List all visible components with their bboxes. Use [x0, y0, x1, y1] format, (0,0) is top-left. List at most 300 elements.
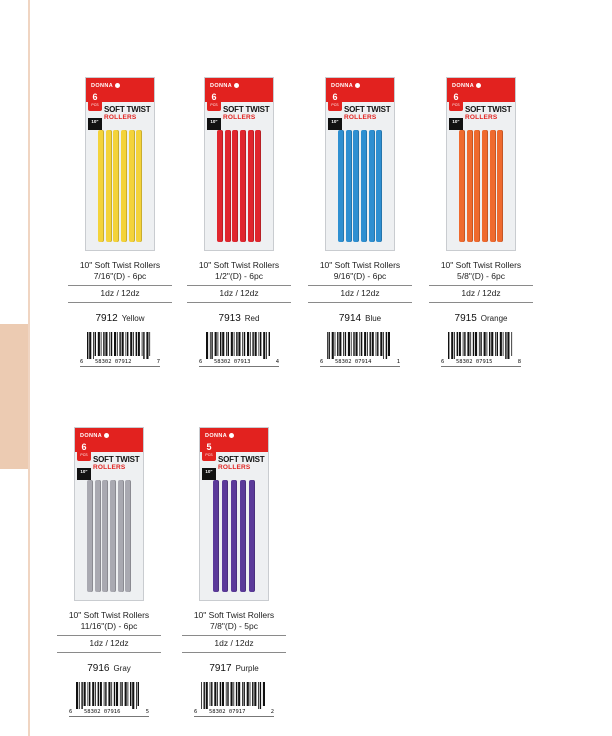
- color-name: Orange: [480, 314, 508, 323]
- product-card[interactable]: [429, 77, 533, 367]
- count-badge-number: 5: [206, 442, 212, 452]
- sku-line: [57, 658, 161, 676]
- barcode-bar: [356, 332, 358, 356]
- sku-number: 7915: [454, 313, 477, 324]
- barcode-bar: [130, 682, 131, 706]
- roller-rod: [121, 130, 127, 242]
- logo-dot: [355, 83, 360, 88]
- barcode-bar: [218, 332, 219, 356]
- barcode-bar: [266, 332, 267, 359]
- divider: [187, 285, 291, 286]
- barcode-bar: [217, 682, 218, 706]
- count-badge-number: 6: [92, 92, 98, 102]
- barcode-bar: [269, 332, 270, 356]
- barcode-bar: [503, 332, 504, 356]
- size-badge-text: 10": [452, 119, 460, 124]
- barcode-bar: [377, 332, 378, 356]
- barcode-bar: [505, 332, 506, 359]
- logo-dot: [476, 83, 481, 88]
- barcode-bar: [126, 332, 127, 356]
- divider: [68, 302, 172, 303]
- color-name: Yellow: [121, 314, 145, 323]
- barcode-bar: [454, 332, 455, 359]
- barcode-bar: [226, 332, 227, 356]
- pack-quantity: 1dz / 12dz: [340, 288, 380, 298]
- size-badge: [207, 118, 221, 130]
- barcode-bar: [495, 332, 496, 356]
- barcode-bars: [76, 682, 142, 709]
- barcode-bar: [125, 682, 127, 706]
- roller-rod: [87, 480, 93, 592]
- barcode-bar: [222, 332, 224, 356]
- barcode-bar: [222, 682, 224, 706]
- barcode-bar: [88, 682, 89, 706]
- barcode-bar: [79, 682, 80, 709]
- product-card[interactable]: [187, 77, 291, 367]
- product-package-image: [446, 77, 516, 251]
- roller-rods: [211, 480, 257, 592]
- package-subtitle: ROLLERS: [344, 114, 377, 121]
- pack-quantity: 1dz / 12dz: [89, 638, 129, 648]
- barcode-bar: [386, 332, 387, 359]
- product-name-line1: 10" Soft Twist Rollers: [198, 260, 280, 270]
- product-name-line1: 10" Soft Twist Rollers: [79, 260, 161, 270]
- roller-rod: [249, 480, 255, 592]
- barcode-first-digit: 6: [320, 359, 324, 365]
- size-badge-text: 10": [205, 469, 213, 474]
- barcode-bar: [149, 332, 150, 356]
- package-subtitle: ROLLERS: [218, 464, 251, 471]
- barcode-bar: [473, 332, 474, 356]
- barcode-bar: [234, 332, 235, 356]
- barcode-bar: [220, 682, 221, 706]
- divider: [187, 302, 291, 303]
- product-name-line2: 1/2"(D) - 6pc: [215, 271, 263, 281]
- size-badge-text: 10": [91, 119, 99, 124]
- barcode-bar: [339, 332, 341, 356]
- barcode-bar: [136, 682, 137, 709]
- barcode-last-digit: 4: [275, 359, 279, 365]
- brand-logo: DONNA: [205, 433, 228, 439]
- brand-logo: DONNA: [210, 83, 233, 89]
- barcode-last-digit: 7: [156, 359, 160, 365]
- barcode-digits: 58302 07917: [209, 709, 246, 715]
- size-badge-text: 10": [210, 119, 218, 124]
- roller-rod: [232, 130, 238, 242]
- barcode: [320, 332, 400, 365]
- barcode-bar: [210, 682, 211, 706]
- product-name-line2: 5/8"(D) - 6pc: [457, 271, 505, 281]
- barcode-first-digit: 6: [199, 359, 203, 365]
- roller-rod: [213, 480, 219, 592]
- barcode-bar: [351, 332, 352, 356]
- package-title: SOFT TWIST: [465, 105, 512, 114]
- barcode-bar: [146, 332, 148, 359]
- divider: [182, 635, 286, 636]
- brand-logo: DONNA: [331, 83, 354, 89]
- brand-logo: DONNA: [452, 83, 475, 89]
- barcode-bar: [335, 332, 336, 356]
- sku-number: 7914: [338, 313, 362, 324]
- sku-number: 7912: [95, 313, 118, 324]
- barcode-bar: [227, 682, 228, 706]
- barcode-bar: [105, 682, 106, 706]
- barcode-bar: [238, 332, 240, 356]
- barcode-bar: [76, 682, 78, 709]
- barcode-bar: [448, 332, 449, 359]
- barcode-first-digit: 6: [441, 359, 445, 365]
- sku-line: [68, 308, 172, 326]
- barcode-last-digit: 5: [145, 709, 149, 715]
- barcode-bar: [484, 332, 486, 356]
- roller-rod: [95, 480, 101, 592]
- barcode-bar: [497, 332, 498, 356]
- barcode-underline: [69, 716, 149, 717]
- barcode-bars: [448, 332, 514, 359]
- barcode-bar: [260, 682, 261, 709]
- barcode-bar: [260, 332, 261, 356]
- barcode-bar: [353, 332, 354, 356]
- barcode-bar: [372, 332, 374, 356]
- barcode-bar: [500, 332, 502, 356]
- divider: [57, 635, 161, 636]
- barcode-bars: [201, 682, 267, 709]
- roller-rods: [216, 130, 262, 242]
- barcode: [441, 332, 521, 365]
- roller-rods: [337, 130, 383, 242]
- barcode-bar: [108, 682, 110, 706]
- barcode-bar: [247, 332, 249, 356]
- barcode: [194, 682, 274, 715]
- barcode-first-digit: 6: [194, 709, 198, 715]
- roller-rod: [240, 480, 246, 592]
- barcode-bar: [92, 682, 94, 706]
- page-edge-tab: [0, 324, 28, 469]
- roller-rod: [482, 130, 488, 242]
- divider: [308, 285, 412, 286]
- product-name-line2: 9/16"(D) - 6pc: [333, 271, 387, 281]
- barcode-bar: [364, 332, 366, 356]
- size-badge: [88, 118, 102, 130]
- barcode-bar: [103, 332, 104, 356]
- barcode-bar: [142, 332, 143, 356]
- barcode-bar: [263, 682, 265, 706]
- barcode-bar: [117, 332, 118, 356]
- roller-rods: [97, 130, 143, 242]
- package-subtitle: ROLLERS: [104, 114, 137, 121]
- logo-dot: [115, 83, 120, 88]
- package-title: SOFT TWIST: [223, 105, 270, 114]
- barcode-last-digit: 8: [517, 359, 521, 365]
- product-name-line1: 10" Soft Twist Rollers: [319, 260, 401, 270]
- barcode-bar: [111, 332, 112, 356]
- barcode-bar: [98, 332, 100, 356]
- barcode-bar: [348, 332, 350, 356]
- barcode-bar: [233, 682, 234, 706]
- barcode-bar: [138, 682, 139, 706]
- barcode-bar: [133, 332, 134, 356]
- count-badge: [328, 91, 342, 111]
- barcode-bar: [491, 332, 493, 356]
- roller-rod: [106, 130, 112, 242]
- roller-rod: [217, 130, 223, 242]
- roller-rod: [255, 130, 261, 242]
- color-name: Blue: [365, 314, 382, 323]
- barcode-bar: [89, 682, 90, 706]
- package-title: SOFT TWIST: [344, 105, 391, 114]
- barcode-bar: [359, 332, 360, 356]
- roller-rod: [98, 130, 104, 242]
- product-name-line2: 11/16"(D) - 6pc: [80, 621, 138, 631]
- pack-quantity: 1dz / 12dz: [214, 638, 254, 648]
- barcode-bar: [201, 682, 202, 709]
- count-badge: [207, 91, 221, 111]
- barcode-bar: [376, 332, 377, 356]
- product-card[interactable]: [68, 77, 172, 367]
- barcode-bar: [250, 332, 251, 356]
- barcode-bar: [100, 682, 102, 706]
- roller-rod: [376, 130, 382, 242]
- barcode-bar: [370, 332, 371, 356]
- divider: [182, 652, 286, 653]
- color-name: Gray: [113, 664, 131, 673]
- barcode-digits: 58302 07915: [456, 359, 493, 365]
- barcode-bar: [457, 332, 458, 356]
- color-name: Purple: [235, 664, 259, 673]
- barcode-bar: [361, 332, 362, 356]
- barcode-bar: [95, 332, 96, 356]
- barcode-bar: [258, 682, 259, 709]
- logo-dot: [229, 433, 234, 438]
- barcode-bar: [111, 682, 112, 706]
- barcode-bar: [242, 332, 243, 356]
- product-package-image: [199, 427, 269, 601]
- barcode-bar: [127, 332, 128, 356]
- barcode-bar: [130, 332, 132, 356]
- barcode-bar: [252, 682, 253, 706]
- barcode-bar: [105, 332, 107, 356]
- barcode-bar: [242, 682, 243, 706]
- package-title: SOFT TWIST: [218, 455, 265, 464]
- barcode-last-digit: 2: [270, 709, 274, 715]
- barcode-bar: [467, 332, 469, 356]
- barcode-bar: [487, 332, 488, 356]
- roller-rods: [86, 480, 132, 592]
- size-badge: [328, 118, 342, 130]
- roller-rod: [125, 480, 131, 592]
- size-badge: [77, 468, 91, 480]
- roller-rod: [225, 130, 231, 242]
- barcode-bar: [132, 682, 134, 709]
- barcode-bar: [104, 682, 105, 706]
- product-card[interactable]: [182, 427, 286, 717]
- barcode-bar: [109, 332, 110, 356]
- barcode: [69, 682, 149, 715]
- roller-rod: [248, 130, 254, 242]
- barcode-bar: [247, 682, 249, 706]
- count-badge-number: 6: [81, 442, 87, 452]
- barcode-bar: [138, 332, 140, 356]
- pack-quantity: 1dz / 12dz: [461, 288, 501, 298]
- sku-line: [182, 658, 286, 676]
- count-badge: [202, 441, 216, 461]
- package-subtitle: ROLLERS: [223, 114, 256, 121]
- barcode-digits: 58302 07916: [84, 709, 121, 715]
- sku-line: [429, 308, 533, 326]
- barcode-bars: [87, 332, 153, 359]
- barcode-bar: [143, 332, 144, 359]
- roller-rod: [353, 130, 359, 242]
- barcode-bar: [210, 332, 211, 359]
- barcode-bar: [84, 682, 86, 706]
- barcode-bar: [244, 332, 245, 356]
- roller-rod: [497, 130, 503, 242]
- barcode-bar: [259, 332, 260, 356]
- barcode-bar: [388, 332, 390, 356]
- barcode-bar: [128, 682, 129, 706]
- pack-quantity: 1dz / 12dz: [100, 288, 140, 298]
- barcode-last-digit: 1: [396, 359, 400, 365]
- logo-dot: [104, 433, 109, 438]
- barcode-bar: [343, 332, 344, 356]
- barcode-digits: 58302 07912: [95, 359, 132, 365]
- barcode-underline: [441, 366, 521, 367]
- product-card[interactable]: [57, 427, 161, 717]
- barcode-bar: [383, 332, 384, 359]
- product-package-image: [325, 77, 395, 251]
- count-badge: [77, 441, 91, 461]
- barcode-bar: [479, 332, 480, 356]
- barcode-bar: [101, 332, 102, 356]
- roller-rod: [490, 130, 496, 242]
- roller-rods: [458, 130, 504, 242]
- package-subtitle: ROLLERS: [465, 114, 498, 121]
- barcode-bar: [98, 682, 99, 706]
- package-title: SOFT TWIST: [93, 455, 140, 464]
- barcode: [199, 332, 279, 365]
- barcode-bar: [95, 682, 96, 706]
- barcode-bar: [89, 332, 91, 359]
- barcode-bar: [380, 332, 382, 356]
- barcode-first-digit: 6: [80, 359, 84, 365]
- package-subtitle: ROLLERS: [93, 464, 126, 471]
- product-name: [308, 260, 412, 282]
- product-name-line1: 10" Soft Twist Rollers: [193, 610, 275, 620]
- barcode-bar: [464, 332, 465, 356]
- barcode-bar: [511, 332, 512, 356]
- roller-rod: [467, 130, 473, 242]
- size-badge-text: 10": [80, 469, 88, 474]
- barcode-bar: [367, 332, 368, 356]
- barcode-bar: [337, 332, 338, 356]
- barcode-bar: [480, 332, 481, 356]
- product-name: [57, 610, 161, 632]
- product-name-line1: 10" Soft Twist Rollers: [440, 260, 522, 270]
- barcode-bar: [226, 682, 227, 706]
- pack-quantity: 1dz / 12dz: [219, 288, 259, 298]
- count-badge-unit: PCS: [452, 103, 460, 107]
- sku-number: 7916: [87, 663, 110, 674]
- roller-rod: [361, 130, 367, 242]
- product-package-image: [85, 77, 155, 251]
- barcode-bar: [214, 682, 216, 706]
- package-title: SOFT TWIST: [104, 105, 151, 114]
- divider: [308, 302, 412, 303]
- barcode-underline: [80, 366, 160, 367]
- barcode-bar: [204, 682, 205, 709]
- barcode-bar: [459, 332, 461, 356]
- roller-rod: [118, 480, 124, 592]
- barcode-bar: [211, 332, 212, 359]
- count-badge-unit: PCS: [331, 103, 339, 107]
- barcode-digits: 58302 07914: [335, 359, 372, 365]
- barcode-bar: [254, 682, 256, 706]
- roller-rod: [136, 130, 142, 242]
- count-badge-number: 6: [332, 92, 338, 102]
- product-name: [187, 260, 291, 282]
- barcode-bar: [231, 332, 233, 356]
- product-name: [429, 260, 533, 282]
- count-badge-unit: PCS: [80, 453, 88, 457]
- product-package-image: [74, 427, 144, 601]
- roller-rod: [459, 130, 465, 242]
- product-name-line2: 7/16"(D) - 6pc: [93, 271, 147, 281]
- barcode-bar: [329, 332, 330, 359]
- barcode-bar: [238, 682, 240, 706]
- roller-rod: [113, 130, 119, 242]
- product-name-line2: 7/8"(D) - 5pc: [210, 621, 258, 631]
- product-name-line1: 10" Soft Twist Rollers: [68, 610, 150, 620]
- barcode-bar: [228, 332, 229, 356]
- barcode-bar: [215, 332, 217, 356]
- barcode: [80, 332, 160, 365]
- barcode-bar: [451, 332, 453, 359]
- brand-logo: DONNA: [80, 433, 103, 439]
- product-name: [68, 260, 172, 282]
- barcode-bar: [116, 682, 118, 706]
- barcode-bars: [206, 332, 272, 359]
- barcode-bar: [119, 332, 120, 356]
- barcode-bar: [81, 682, 82, 709]
- roller-rod: [369, 130, 375, 242]
- barcode-bar: [231, 682, 233, 706]
- barcode-bar: [114, 682, 115, 706]
- barcode-underline: [320, 366, 400, 367]
- roller-rod: [474, 130, 480, 242]
- count-badge: [88, 91, 102, 111]
- barcode-bar: [345, 332, 346, 356]
- barcode-underline: [199, 366, 279, 367]
- barcode-bar: [255, 332, 257, 356]
- barcode-digits: 58302 07913: [214, 359, 251, 365]
- roller-rod: [110, 480, 116, 592]
- barcode-bars: [327, 332, 393, 359]
- product-name: [182, 610, 286, 632]
- barcode-bar: [93, 332, 94, 359]
- count-badge-unit: PCS: [205, 453, 213, 457]
- count-badge-number: 6: [211, 92, 217, 102]
- color-name: Red: [244, 314, 260, 323]
- barcode-bar: [332, 332, 334, 359]
- product-package-image: [204, 77, 274, 251]
- roller-rod: [346, 130, 352, 242]
- barcode-bar: [220, 332, 221, 356]
- barcode-bar: [236, 332, 237, 356]
- sku-line: [308, 308, 412, 326]
- product-card[interactable]: [308, 77, 412, 367]
- barcode-underline: [194, 716, 274, 717]
- barcode-bar: [114, 332, 116, 356]
